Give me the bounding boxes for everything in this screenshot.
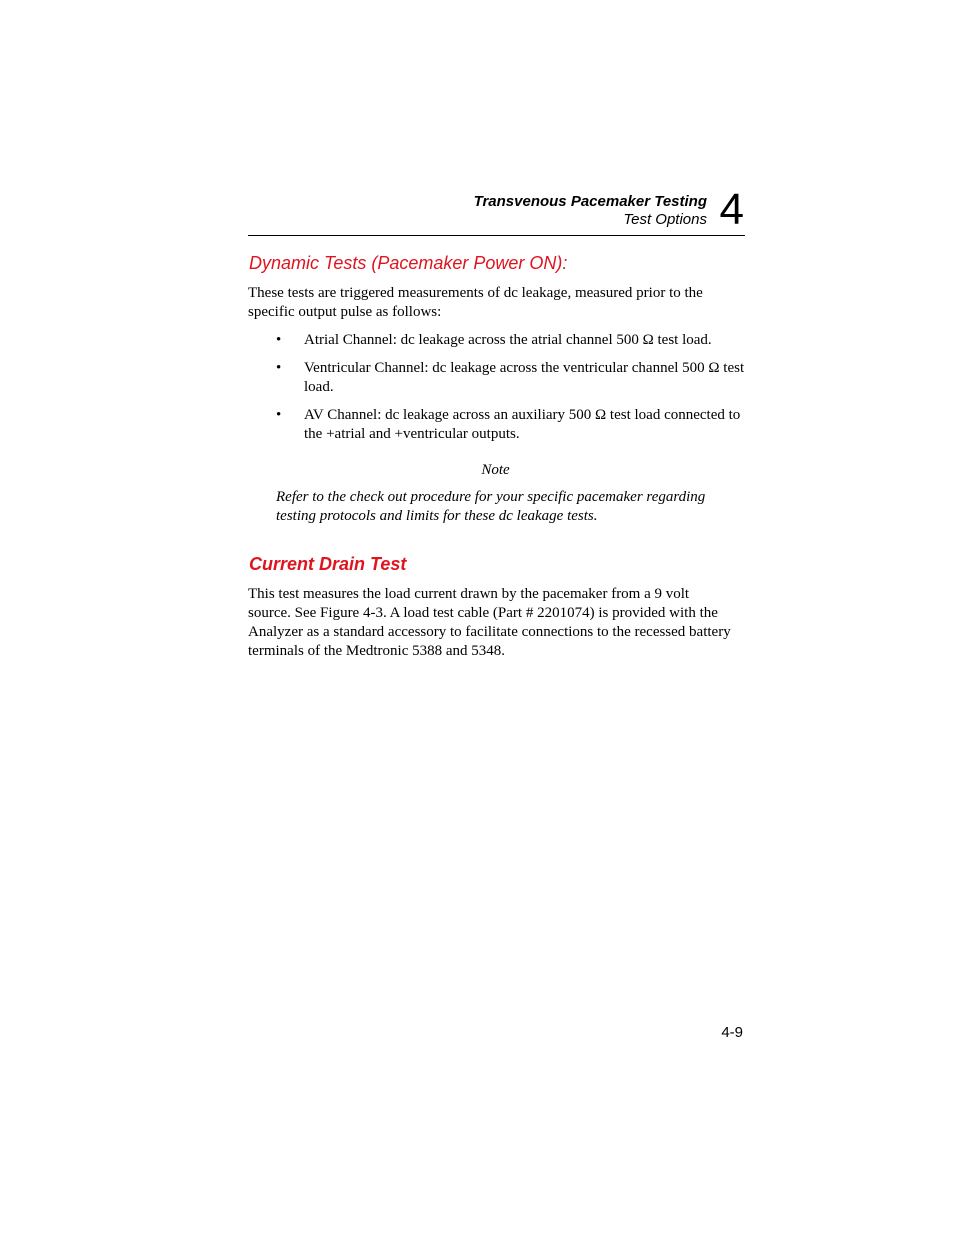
bullet-icon: • [276,332,282,348]
chapter-title: Transvenous Pacemaker Testing [473,193,707,210]
dynamic-tests-intro: These tests are triggered measurements of dc leakage, measured prior to the specific output pulse as follows: [248,285,703,320]
page-number: 4-9 [721,1024,743,1041]
bullet-icon: • [276,360,282,376]
list-item [276,406,748,444]
chapter-number: 4 [719,185,744,234]
section-title: Test Options [623,211,707,228]
current-drain-text: This test measures the load current drawn by the pacemaker from a 9 volt source. See Figure 4-3. A load test cable (Part # 2201074) is provided with the Analyzer as a standard accessory to facilitate connections to the recessed battery terminals of the Medtronic 5388 and 5348. [248,586,731,659]
note-text: Refer to the check out procedure for your specific pacemaker regarding testing protocols and limits for these dc leakage tests. [276,489,706,524]
note-label: Note [481,462,510,478]
list-item [276,359,748,397]
page-header [248,185,745,236]
bullet-icon: • [276,407,282,423]
bullet-text-av: AV Channel: dc leakage across an auxiliary 500 Ω test load connected to the +atrial and +ventricular outputs. [304,407,741,442]
list-item [276,331,748,350]
bullet-text-ventricular: Ventricular Channel: dc leakage across the ventricular channel 500 Ω test load. [304,360,745,395]
dynamic-tests-bullet-list [276,331,748,453]
bullet-text-atrial: Atrial Channel: dc leakage across the atrial channel 500 Ω test load. [304,332,712,348]
dynamic-tests-heading: Dynamic Tests (Pacemaker Power ON): [249,253,568,273]
current-drain-heading: Current Drain Test [249,554,407,574]
